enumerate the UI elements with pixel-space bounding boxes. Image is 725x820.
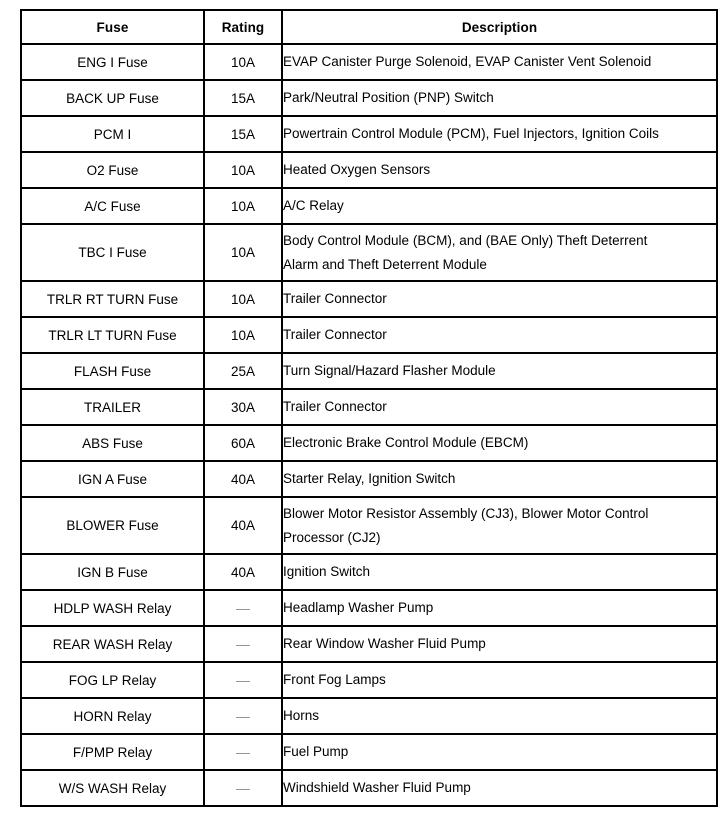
- cell-rating: [204, 281, 282, 317]
- description-line: Trailer Connector: [283, 399, 387, 415]
- cell-fuse-name: A/C Fuse: [21, 188, 204, 224]
- cell-description: [282, 152, 717, 188]
- cell-rating: [204, 44, 282, 80]
- cell-fuse-name: REAR WASH Relay: [21, 626, 204, 662]
- cell-rating: [204, 116, 282, 152]
- cell-fuse-name: IGN A Fuse: [21, 461, 204, 497]
- cell-fuse-name: IGN B Fuse: [21, 554, 204, 590]
- cell-fuse-name: FLASH Fuse: [21, 353, 204, 389]
- cell-description: [282, 770, 717, 806]
- table-row: [21, 353, 717, 389]
- description-line: Starter Relay, Ignition Switch: [283, 471, 456, 487]
- column-header-fuse: Fuse: [21, 10, 204, 44]
- rating-dash: —: [236, 672, 250, 688]
- table-header-row: [21, 10, 717, 44]
- description-line: Electronic Brake Control Module (EBCM): [283, 435, 529, 451]
- cell-rating: [204, 80, 282, 116]
- cell-rating: [204, 770, 282, 806]
- table-header: [21, 10, 717, 44]
- description-line: Alarm and Theft Deterrent Module: [283, 256, 487, 272]
- cell-fuse-name: TRLR RT TURN Fuse: [21, 281, 204, 317]
- description-line: Processor (CJ2): [283, 529, 381, 545]
- rating-dash: —: [236, 600, 250, 616]
- cell-rating: [204, 224, 282, 281]
- rating-value: 10A: [230, 162, 256, 178]
- cell-rating: [204, 188, 282, 224]
- column-header-rating: Rating: [204, 10, 282, 44]
- rating-value: 40A: [230, 471, 256, 487]
- cell-description: [282, 281, 717, 317]
- table-row: [21, 626, 717, 662]
- table-row: [21, 44, 717, 80]
- cell-fuse-name: O2 Fuse: [21, 152, 204, 188]
- rating-value: 15A: [230, 126, 256, 142]
- cell-description: [282, 317, 717, 353]
- table-row: [21, 152, 717, 188]
- table-row: [21, 770, 717, 806]
- cell-description: [282, 698, 717, 734]
- description-line: Rear Window Washer Fluid Pump: [283, 636, 486, 652]
- rating-value: 15A: [230, 90, 256, 106]
- cell-rating: [204, 353, 282, 389]
- description-line: Body Control Module (BCM), and (BAE Only) Theft Deterrent: [283, 233, 648, 249]
- description-line: Windshield Washer Fluid Pump: [283, 780, 471, 796]
- cell-rating: [204, 461, 282, 497]
- description-line: Ignition Switch: [283, 564, 371, 580]
- table-row: [21, 461, 717, 497]
- cell-description: [282, 224, 717, 281]
- cell-fuse-name: ENG I Fuse: [21, 44, 204, 80]
- rating-dash: —: [236, 744, 250, 760]
- fuse-reference-table: [20, 9, 718, 807]
- cell-fuse-name: BACK UP Fuse: [21, 80, 204, 116]
- description-line: Fuel Pump: [283, 744, 349, 760]
- cell-description: [282, 44, 717, 80]
- description-line: A/C Relay: [283, 198, 344, 214]
- cell-fuse-name: HORN Relay: [21, 698, 204, 734]
- description-line: Park/Neutral Position (PNP) Switch: [283, 90, 494, 106]
- table-row: [21, 590, 717, 626]
- rating-dash: —: [236, 708, 250, 724]
- cell-description: [282, 554, 717, 590]
- cell-rating: [204, 317, 282, 353]
- table-row: [21, 497, 717, 554]
- rating-value: 25A: [230, 363, 256, 379]
- rating-dash: —: [236, 780, 250, 796]
- cell-description: [282, 626, 717, 662]
- cell-rating: [204, 497, 282, 554]
- column-header-description: Description: [282, 10, 717, 44]
- description-line: Headlamp Washer Pump: [283, 600, 434, 616]
- cell-rating: [204, 554, 282, 590]
- rating-dash: —: [236, 636, 250, 652]
- rating-value: 40A: [230, 564, 256, 580]
- table-row: [21, 281, 717, 317]
- table-row: [21, 389, 717, 425]
- cell-fuse-name: BLOWER Fuse: [21, 497, 204, 554]
- cell-fuse-name: FOG LP Relay: [21, 662, 204, 698]
- cell-description: [282, 590, 717, 626]
- cell-rating: [204, 734, 282, 770]
- table-row: [21, 662, 717, 698]
- cell-description: [282, 389, 717, 425]
- description-line: Heated Oxygen Sensors: [283, 162, 431, 178]
- cell-rating: [204, 425, 282, 461]
- rating-value: 10A: [230, 291, 256, 307]
- cell-fuse-name: ABS Fuse: [21, 425, 204, 461]
- rating-value: 30A: [230, 399, 256, 415]
- cell-description: [282, 353, 717, 389]
- description-line: Trailer Connector: [283, 327, 387, 343]
- description-line: Turn Signal/Hazard Flasher Module: [283, 363, 496, 379]
- rating-value: 10A: [230, 54, 256, 70]
- description-line: Trailer Connector: [283, 291, 387, 307]
- cell-rating: [204, 389, 282, 425]
- cell-fuse-name: HDLP WASH Relay: [21, 590, 204, 626]
- table-row: [21, 698, 717, 734]
- cell-description: [282, 662, 717, 698]
- cell-fuse-name: W/S WASH Relay: [21, 770, 204, 806]
- cell-description: [282, 80, 717, 116]
- rating-value: 40A: [230, 518, 256, 533]
- cell-rating: [204, 152, 282, 188]
- description-line: Blower Motor Resistor Assembly (CJ3), Blower Motor Control: [283, 506, 649, 522]
- table-row: [21, 734, 717, 770]
- cell-rating: [204, 662, 282, 698]
- cell-fuse-name: PCM I: [21, 116, 204, 152]
- cell-fuse-name: F/PMP Relay: [21, 734, 204, 770]
- table-row: [21, 317, 717, 353]
- description-line: EVAP Canister Purge Solenoid, EVAP Canister Vent Solenoid: [283, 54, 652, 70]
- rating-value: 10A: [230, 245, 256, 260]
- cell-rating: [204, 590, 282, 626]
- table-row: [21, 188, 717, 224]
- cell-fuse-name: TBC I Fuse: [21, 224, 204, 281]
- table-row: [21, 116, 717, 152]
- table-row: [21, 425, 717, 461]
- cell-description: [282, 461, 717, 497]
- table-body: [21, 44, 717, 806]
- rating-value: 10A: [230, 327, 256, 343]
- description-line: Powertrain Control Module (PCM), Fuel Injectors, Ignition Coils: [283, 126, 659, 142]
- cell-fuse-name: TRAILER: [21, 389, 204, 425]
- description-line: Front Fog Lamps: [283, 672, 386, 688]
- cell-fuse-name: TRLR LT TURN Fuse: [21, 317, 204, 353]
- cell-description: [282, 734, 717, 770]
- table-row: [21, 80, 717, 116]
- rating-value: 10A: [230, 198, 256, 214]
- description-line: Horns: [283, 708, 320, 724]
- cell-rating: [204, 698, 282, 734]
- rating-value: 60A: [230, 435, 256, 451]
- cell-description: [282, 188, 717, 224]
- table-row: [21, 224, 717, 281]
- table-row: [21, 554, 717, 590]
- cell-rating: [204, 626, 282, 662]
- cell-description: [282, 425, 717, 461]
- cell-description: [282, 116, 717, 152]
- cell-description: [282, 497, 717, 554]
